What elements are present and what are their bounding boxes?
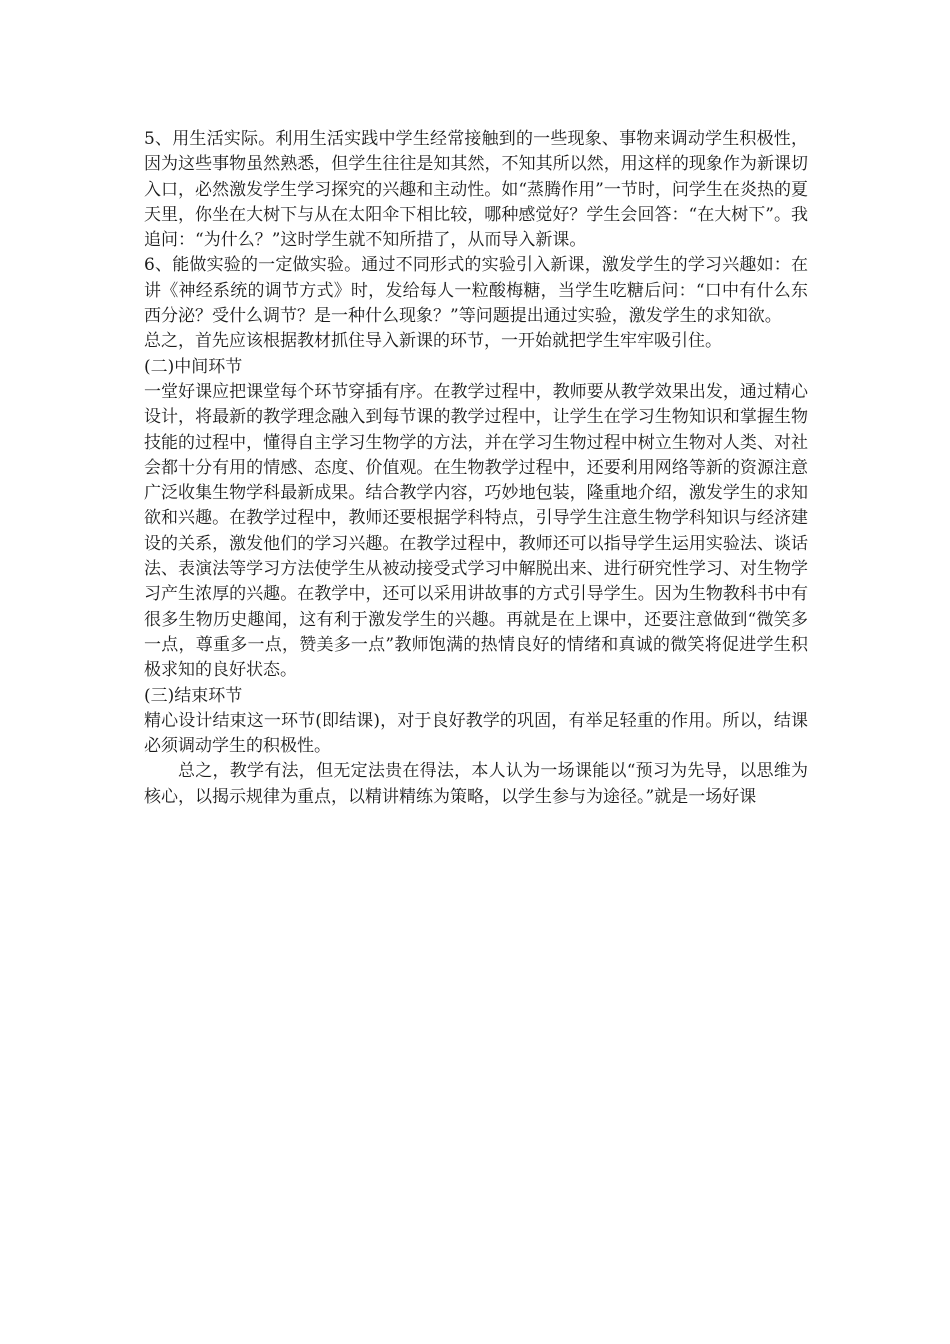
- section-heading-middle: (二)中间环节: [144, 356, 243, 377]
- paragraph-conclusion: 总之，教学有法，但无定法贵在得法，本人认为一场课能以“预习为先导，以思维为核心，以揭示规律为重点，以精讲精练为策略，以学生参与为途径。”就是一场好课: [144, 761, 808, 807]
- paragraph-use-life-practice: 5、用生活实际。利用生活实践中学生经常接触到的一些现象、事物来调动学生积极性，因为这些事物虽然熟悉，但学生往往是知其然，不知其所以然，用这样的现象作为新课切入口，必然激发学生学习探究的兴趣和主动性。如“蒸腾作用”一节时，问学生在炎热的夏天里，你坐在大树下与从在太阳伞下相比较，哪种感觉好？学生会回答：“在大树下”。我追问：“为什么？”这时学生就不知所措了，从而导入新课。: [144, 129, 808, 251]
- paragraph-middle-stage: 一堂好课应把课堂每个环节穿插有序。在教学过程中，教师要从教学效果出发，通过精心设计，将最新的教学理念融入到每节课的教学过程中，让学生在学习生物知识和掌握生物技能的过程中，懂得自主学习生物学的方法，并在学习生物过程中树立生物对人类、对社会都十分有用的情感、态度、价值观。在生物教学过程中，还要利用网络等新的资源注意广泛收集生物学科最新成果。结合教学内容，巧妙地包装，隆重地介绍，激发学生的求知欲和兴趣。在教学过程中，教师还要根据学科特点，引导学生注意生物学科知识与经济建设的关系，激发他们的学习兴趣。在教学过程中，教师还可以指导学生运用实验法、谈话法、表演法等学习方法使学生从被动接受式学习中解脱出来、进行研究性学习、对生物学习产生浓厚的兴趣。在教学中，还可以采用讲故事的方式引导学生。因为生物教科书中有很多生物历史趣闻，这有利于激发学生的兴趣。再就是在上课中，还要注意做到“微笑多一点，尊重多一点，赞美多一点”教师饱满的热情良好的情绪和真诚的微笑将促进学生积极求知的良好状态。: [144, 381, 808, 681]
- document-body: [144, 127, 808, 810]
- paragraph-intro-summary: 总之，首先应该根据教材抓住导入新课的环节，一开始就把学生牢牢吸引住。: [144, 331, 722, 352]
- paragraph-do-experiments: 6、能做实验的一定做实验。通过不同形式的实验引入新课，激发学生的学习兴趣如：在讲《神经系统的调节方式》时，发给每人一粒酸梅糖，当学生吃糖后问：“口中有什么东西分泌？受什么调节？是一种什么现象？”等问题提出通过实验，激发学生的求知欲。: [144, 255, 808, 327]
- section-heading-ending: (三)结束环节: [144, 685, 243, 706]
- paragraph-ending-stage: 精心设计结束这一环节(即结课)，对于良好教学的巩固，有举足轻重的作用。所以，结课必须调动学生的积极性。: [144, 710, 808, 757]
